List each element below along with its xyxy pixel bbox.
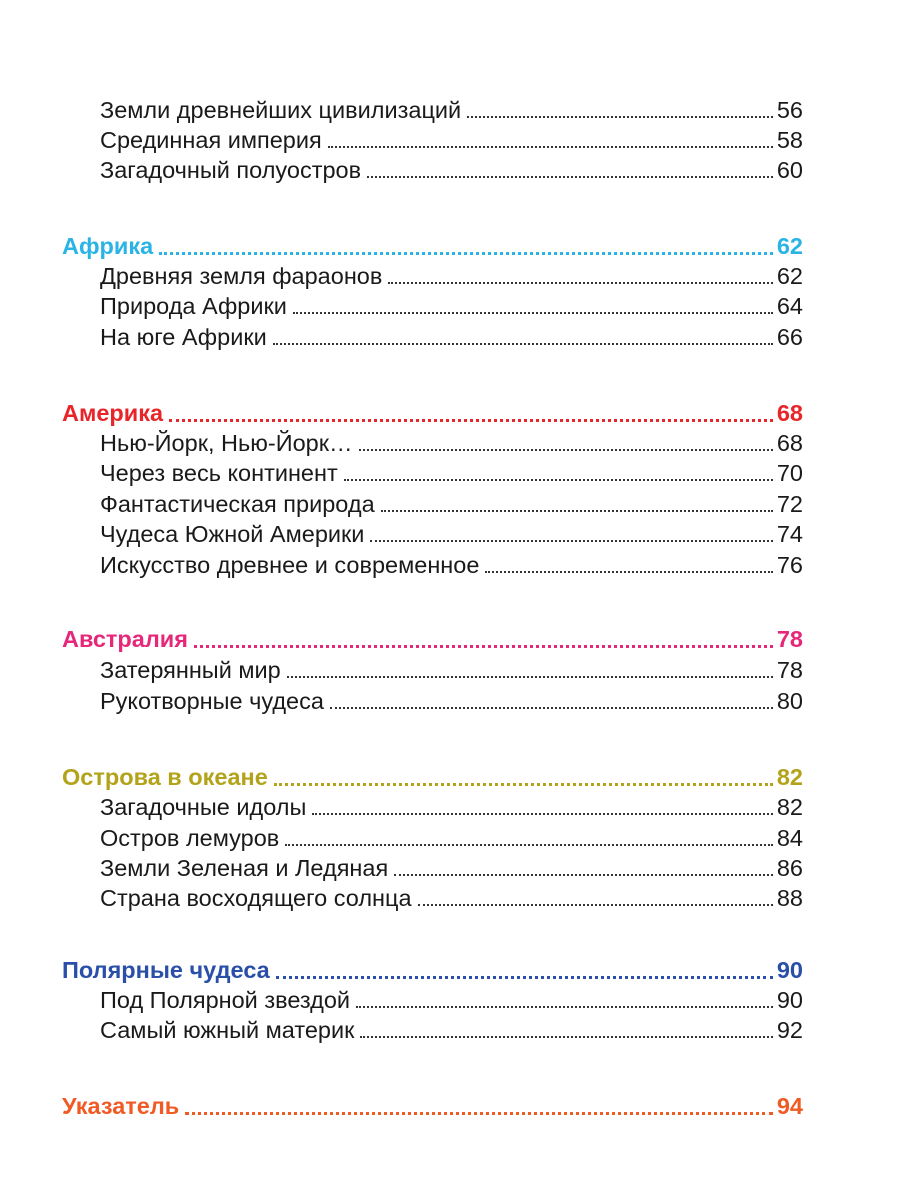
toc-section-heading[interactable] bbox=[62, 624, 803, 654]
dot-leader bbox=[287, 676, 773, 678]
dot-leader bbox=[194, 645, 773, 648]
toc-entry-title: Фантастическая природа bbox=[100, 491, 375, 517]
dot-leader bbox=[356, 1006, 773, 1008]
toc-section-heading[interactable] bbox=[62, 231, 803, 261]
toc-page-number: 78 bbox=[776, 657, 803, 683]
toc-page-number: 86 bbox=[776, 855, 803, 881]
toc-page-number: 74 bbox=[776, 521, 803, 547]
dot-leader bbox=[274, 783, 773, 786]
toc-page-number: 84 bbox=[776, 825, 803, 851]
toc-entry-title: Древняя земля фараонов bbox=[100, 263, 383, 289]
toc-entry-title: Искусство древнее и современное bbox=[100, 552, 480, 578]
toc-entry[interactable] bbox=[100, 95, 803, 125]
toc-page-number: 58 bbox=[776, 127, 803, 153]
toc-page-number: 56 bbox=[776, 97, 803, 123]
toc-section-heading[interactable] bbox=[62, 398, 803, 428]
toc-section-heading[interactable] bbox=[62, 955, 803, 985]
toc-entry-title: Самый южный материк bbox=[100, 1017, 355, 1043]
dot-leader bbox=[273, 343, 773, 345]
toc-entry-title: Чудеса Южной Америки bbox=[100, 521, 365, 547]
dot-leader bbox=[293, 312, 773, 314]
dot-leader bbox=[360, 1036, 772, 1038]
toc-entry[interactable] bbox=[100, 883, 803, 913]
toc-page-number: 90 bbox=[776, 987, 803, 1013]
toc-entry[interactable] bbox=[100, 322, 803, 352]
dot-leader bbox=[185, 1112, 773, 1115]
toc-entry-title: Под Полярной звездой bbox=[100, 987, 351, 1013]
toc-entry[interactable] bbox=[100, 261, 803, 291]
dot-leader bbox=[285, 844, 773, 846]
toc-page-number: 82 bbox=[776, 764, 803, 790]
dot-leader bbox=[276, 976, 773, 979]
toc-page-number: 82 bbox=[776, 794, 803, 820]
toc-entry-title: Загадочный полуостров bbox=[100, 157, 362, 183]
dot-leader bbox=[467, 116, 773, 118]
toc-page-number: 92 bbox=[776, 1017, 803, 1043]
toc-entry[interactable] bbox=[100, 823, 803, 853]
toc-entry[interactable] bbox=[100, 853, 803, 883]
toc-page-number: 70 bbox=[776, 460, 803, 486]
toc-page-number: 80 bbox=[776, 688, 803, 714]
toc-page-number: 64 bbox=[776, 293, 803, 319]
toc-entry-title: Страна восходящего солнца bbox=[100, 885, 412, 911]
dot-leader bbox=[388, 282, 773, 284]
dot-leader bbox=[485, 571, 772, 573]
toc-entry-title: Земли древнейших цивилизаций bbox=[100, 97, 462, 123]
toc-entry-title: Природа Африки bbox=[100, 293, 287, 319]
toc-entry-title: На юге Африки bbox=[100, 324, 267, 350]
toc-entry[interactable] bbox=[100, 291, 803, 321]
toc-page-number: 68 bbox=[776, 400, 803, 426]
toc-page-number: 62 bbox=[776, 263, 803, 289]
toc-entry-title: Затерянный мир bbox=[100, 657, 281, 683]
toc-entry-title: Америка bbox=[62, 400, 164, 426]
toc-page-number: 60 bbox=[776, 157, 803, 183]
toc-entry-title: Африка bbox=[62, 233, 154, 259]
toc-entry[interactable] bbox=[100, 489, 803, 519]
toc-entry-title: Земли Зеленая и Ледяная bbox=[100, 855, 389, 881]
toc-entry-title: Острова в океане bbox=[62, 764, 268, 790]
toc-entry-title: Австралия bbox=[62, 626, 188, 652]
toc-page-number: 88 bbox=[776, 885, 803, 911]
dot-leader bbox=[359, 449, 773, 451]
toc-entry[interactable] bbox=[100, 985, 803, 1015]
toc-section-heading[interactable] bbox=[62, 762, 803, 792]
toc-entry[interactable] bbox=[100, 155, 803, 185]
toc-page-number: 62 bbox=[776, 233, 803, 259]
toc-entry-title: Рукотворные чудеса bbox=[100, 688, 324, 714]
toc-entry[interactable] bbox=[100, 655, 803, 685]
dot-leader bbox=[328, 146, 773, 148]
dot-leader bbox=[312, 813, 773, 815]
toc-entry[interactable] bbox=[100, 519, 803, 549]
toc-page-number: 94 bbox=[776, 1093, 803, 1119]
toc-entry-title: Срединная империя bbox=[100, 127, 322, 153]
toc-entry-title: Остров лемуров bbox=[100, 825, 280, 851]
toc-entry[interactable] bbox=[100, 1015, 803, 1045]
toc-entry-title: Нью-Йорк, Нью-Йорк… bbox=[100, 430, 353, 456]
toc-entry[interactable] bbox=[100, 792, 803, 822]
toc-page-number: 66 bbox=[776, 324, 803, 350]
dot-leader bbox=[330, 707, 773, 709]
dot-leader bbox=[370, 540, 772, 542]
toc-entry-title: Указатель bbox=[62, 1093, 180, 1119]
toc-entry-title: Через весь континент bbox=[100, 460, 338, 486]
dot-leader bbox=[344, 479, 773, 481]
toc-entry[interactable] bbox=[100, 458, 803, 488]
dot-leader bbox=[169, 419, 773, 422]
toc-entry[interactable] bbox=[100, 428, 803, 458]
dot-leader bbox=[381, 510, 773, 512]
toc-entry[interactable] bbox=[100, 125, 803, 155]
dot-leader bbox=[159, 252, 773, 255]
dot-leader bbox=[367, 176, 773, 178]
toc-entry[interactable] bbox=[100, 686, 803, 716]
toc-page-number: 68 bbox=[776, 430, 803, 456]
toc-section-heading[interactable] bbox=[62, 1091, 803, 1121]
toc-entry[interactable] bbox=[100, 550, 803, 580]
toc-entry-title: Загадочные идолы bbox=[100, 794, 307, 820]
toc-entry-title: Полярные чудеса bbox=[62, 957, 270, 983]
toc-page-number: 76 bbox=[776, 552, 803, 578]
dot-leader bbox=[418, 904, 773, 906]
toc-page-number: 90 bbox=[776, 957, 803, 983]
dot-leader bbox=[394, 874, 773, 876]
toc-page-number: 78 bbox=[776, 626, 803, 652]
toc-page-number: 72 bbox=[776, 491, 803, 517]
